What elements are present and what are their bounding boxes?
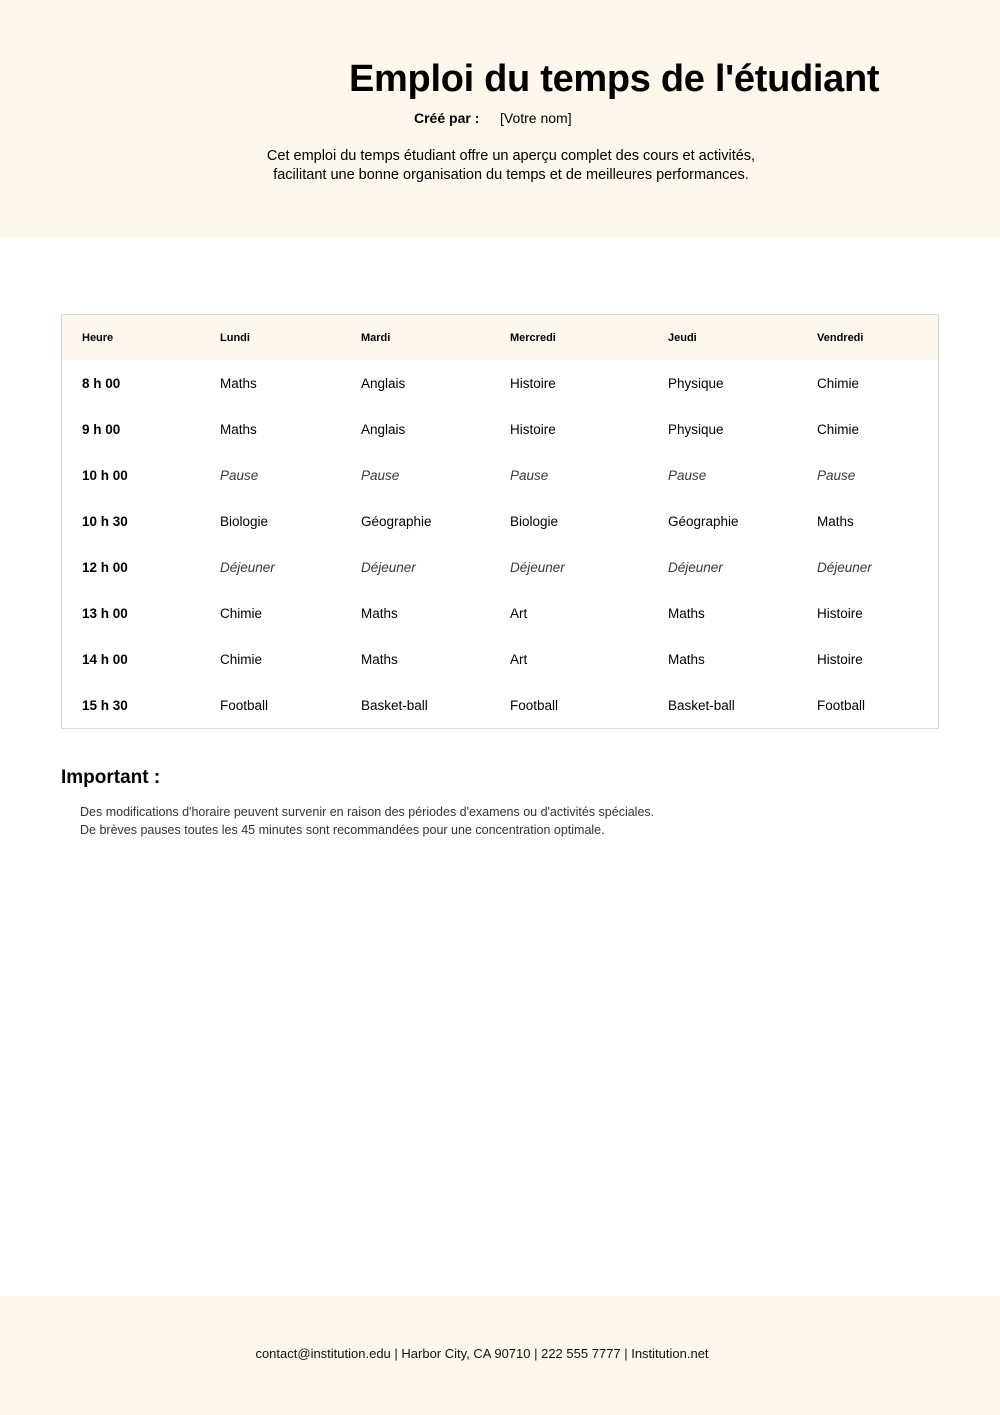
time-cell: 10 h 00 bbox=[82, 467, 128, 483]
subject-cell: Maths bbox=[668, 651, 705, 667]
break-cell: Pause bbox=[817, 467, 856, 483]
table-row bbox=[62, 590, 938, 636]
subject-cell: Histoire bbox=[817, 651, 863, 667]
note-line: De brèves pauses toutes les 45 minutes sont recommandées pour une concentration optimale. bbox=[80, 823, 605, 837]
important-notes bbox=[80, 803, 654, 839]
column-header: Vendredi bbox=[817, 331, 864, 344]
subject-cell: Football bbox=[510, 697, 559, 713]
table-row bbox=[62, 406, 938, 452]
break-cell: Pause bbox=[220, 467, 259, 483]
column-header: Mardi bbox=[361, 331, 391, 344]
column-header: Lundi bbox=[220, 331, 250, 344]
schedule-table-container bbox=[61, 314, 939, 729]
subject-cell: Maths bbox=[220, 421, 257, 437]
subject-cell: Football bbox=[220, 697, 269, 713]
subject-cell: Football bbox=[817, 697, 866, 713]
created-by-value: [Votre nom] bbox=[500, 110, 572, 126]
created-by bbox=[414, 110, 572, 126]
subject-cell: Maths bbox=[361, 605, 398, 621]
subject-cell: Chimie bbox=[220, 651, 263, 667]
column-header: Heure bbox=[82, 331, 114, 344]
page-title: Emploi du temps de l'étudiant bbox=[349, 58, 880, 100]
break-cell: Pause bbox=[668, 467, 707, 483]
subject-cell: Chimie bbox=[220, 605, 263, 621]
table-row bbox=[62, 636, 938, 682]
break-cell: Déjeuner bbox=[361, 559, 416, 575]
schedule-table bbox=[62, 315, 938, 728]
break-cell: Déjeuner bbox=[668, 559, 723, 575]
intro-text bbox=[0, 147, 1000, 185]
subject-cell: Histoire bbox=[510, 421, 556, 437]
time-cell: 10 h 30 bbox=[82, 513, 128, 529]
time-cell: 12 h 00 bbox=[82, 559, 128, 575]
table-row bbox=[62, 360, 938, 406]
subject-cell: Chimie bbox=[817, 375, 860, 391]
subject-cell: Maths bbox=[668, 605, 705, 621]
table-row bbox=[62, 682, 938, 728]
subject-cell: Maths bbox=[220, 375, 257, 391]
column-header: Mercredi bbox=[510, 331, 556, 344]
column-header: Jeudi bbox=[668, 331, 697, 344]
time-cell: 13 h 00 bbox=[82, 605, 128, 621]
subject-cell: Géographie bbox=[361, 513, 432, 529]
time-cell: 15 h 30 bbox=[82, 697, 128, 713]
subject-cell: Art bbox=[510, 605, 528, 621]
break-cell: Pause bbox=[361, 467, 400, 483]
subject-cell: Basket-ball bbox=[668, 697, 735, 713]
note-line: Des modifications d'horaire peuvent survenir en raison des périodes d'examens ou d'activités spéciales. bbox=[80, 805, 655, 819]
subject-cell: Histoire bbox=[817, 605, 863, 621]
time-cell: 14 h 00 bbox=[82, 651, 128, 667]
subject-cell: Anglais bbox=[361, 375, 406, 391]
table-row bbox=[62, 498, 938, 544]
subject-cell: Art bbox=[510, 651, 528, 667]
subject-cell: Biologie bbox=[220, 513, 269, 529]
page-header bbox=[0, 0, 1000, 238]
table-row bbox=[62, 544, 938, 590]
subject-cell: Chimie bbox=[817, 421, 860, 437]
subject-cell: Physique bbox=[668, 375, 724, 391]
subject-cell: Maths bbox=[817, 513, 854, 529]
table-row bbox=[62, 452, 938, 498]
break-cell: Déjeuner bbox=[817, 559, 872, 575]
subject-cell: Basket-ball bbox=[361, 697, 428, 713]
subject-cell: Maths bbox=[361, 651, 398, 667]
intro-line: facilitant une bonne organisation du temps et de meilleures performances. bbox=[273, 167, 749, 183]
intro-line: Cet emploi du temps étudiant offre un aperçu complet des cours et activités, bbox=[266, 148, 756, 164]
table-header-row bbox=[62, 315, 938, 360]
break-cell: Déjeuner bbox=[510, 559, 565, 575]
time-cell: 9 h 00 bbox=[82, 421, 121, 437]
subject-cell: Géographie bbox=[668, 513, 739, 529]
subject-cell: Physique bbox=[668, 421, 724, 437]
break-cell: Déjeuner bbox=[220, 559, 275, 575]
break-cell: Pause bbox=[510, 467, 549, 483]
subject-cell: Biologie bbox=[510, 513, 559, 529]
time-cell: 8 h 00 bbox=[82, 375, 121, 391]
created-by-label: Créé par : bbox=[414, 110, 480, 126]
subject-cell: Histoire bbox=[510, 375, 556, 391]
page-footer bbox=[0, 1296, 1000, 1415]
important-heading: Important : bbox=[61, 767, 161, 788]
table-body bbox=[62, 360, 938, 728]
contact-info: contact@institution.edu | Harbor City, CA 90710 | 222 555 7777 | Institution.net bbox=[255, 1346, 709, 1361]
subject-cell: Anglais bbox=[361, 421, 406, 437]
